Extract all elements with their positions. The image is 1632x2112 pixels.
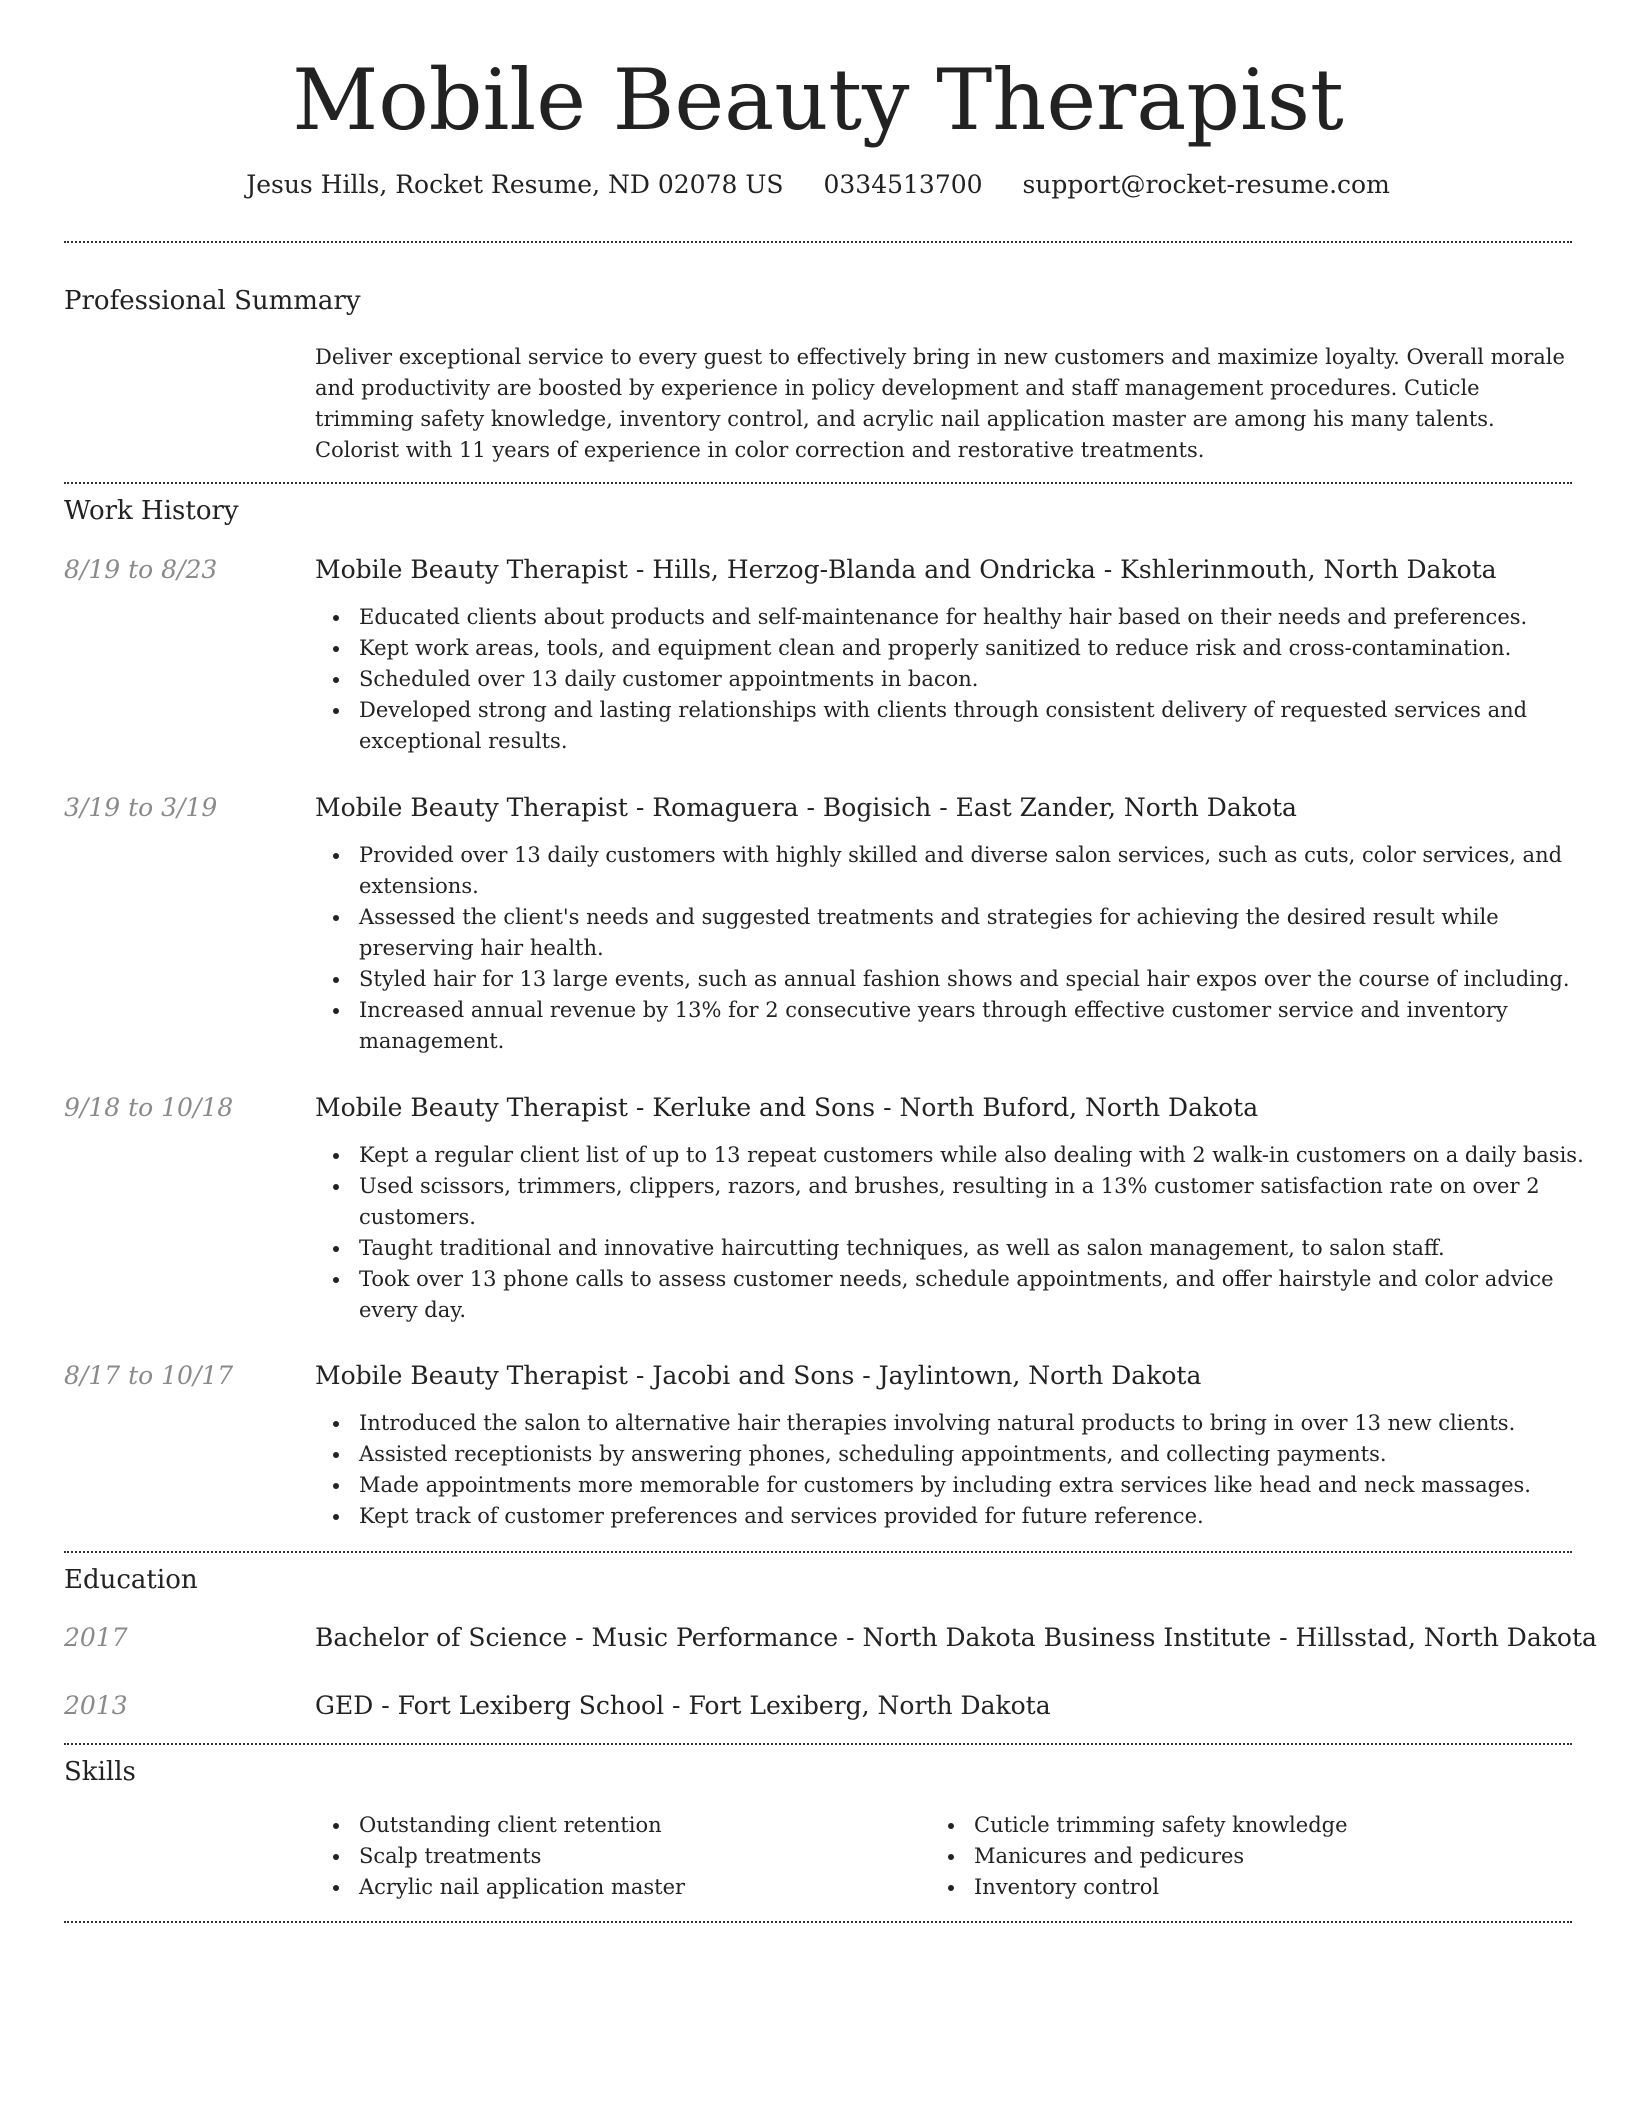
list-item: Used scissors, trimmers, clippers, razors, and brushes, resulting in a 13% customer satisfaction rate on over 2 customers. bbox=[359, 1171, 1614, 1233]
summary-text: Deliver exceptional service to every guest to effectively bring in new customers and maximize loyalty. Overall morale and productivity are boosted by experience in policy development and staff management procedures. Cuticle trimming safety knowledge, inventory control, and acrylic nail application master are among his many talents. Colorist with 11 years of experience in color correction and restorative treatments. bbox=[315, 345, 1565, 462]
job-title: Mobile Beauty Therapist - Hills, Herzog-Blanda and Ondricka - Kshlerinmouth, North Dakota bbox=[315, 555, 1497, 584]
list-item: Styled hair for 13 large events, such as annual fashion shows and special hair expos over the course of including. bbox=[359, 964, 1614, 995]
skills-list-right bbox=[930, 1810, 1348, 1903]
education-heading: Education bbox=[64, 1565, 198, 1595]
summary-heading: Professional Summary bbox=[64, 286, 361, 316]
contact-phone: 0334513700 bbox=[823, 170, 983, 199]
list-item: Kept track of customer preferences and services provided for future reference. bbox=[359, 1501, 1614, 1532]
education-year: 2013 bbox=[64, 1691, 128, 1720]
job-dates: 3/19 to 3/19 bbox=[64, 793, 218, 822]
list-item: Scheduled over 13 daily customer appointments in bacon. bbox=[359, 664, 1614, 695]
divider bbox=[64, 1743, 1572, 1745]
list-item: Increased annual revenue by 13% for 2 consecutive years through effective customer service and inventory management. bbox=[359, 995, 1614, 1057]
job-bullets bbox=[315, 602, 1614, 757]
list-item: Educated clients about products and self-maintenance for healthy hair based on their needs and preferences. bbox=[359, 602, 1614, 633]
skill-item: Outstanding client retention bbox=[359, 1810, 685, 1841]
list-item: Assessed the client's needs and suggested treatments and strategies for achieving the desired result while preserving hair health. bbox=[359, 902, 1614, 964]
skill-item: Inventory control bbox=[974, 1872, 1348, 1903]
work-history-heading: Work History bbox=[64, 496, 239, 526]
contact-address: Jesus Hills, Rocket Resume, ND 02078 US bbox=[246, 170, 784, 199]
skill-item: Manicures and pedicures bbox=[974, 1841, 1348, 1872]
contact-email[interactable]: support@rocket-resume.com bbox=[1022, 170, 1390, 199]
education-text: GED - Fort Lexiberg School - Fort Lexiberg, North Dakota bbox=[315, 1691, 1051, 1720]
list-item: Developed strong and lasting relationships with clients through consistent delivery of requested services and exceptional results. bbox=[359, 695, 1614, 757]
job-title: Mobile Beauty Therapist - Kerluke and Sons - North Buford, North Dakota bbox=[315, 1093, 1259, 1122]
job-dates: 8/17 to 10/17 bbox=[64, 1361, 234, 1390]
divider bbox=[64, 1921, 1572, 1923]
education-year: 2017 bbox=[64, 1623, 128, 1652]
divider bbox=[64, 1551, 1572, 1553]
skill-item: Cuticle trimming safety knowledge bbox=[974, 1810, 1348, 1841]
skills-list-left bbox=[315, 1810, 685, 1903]
skills-heading: Skills bbox=[64, 1757, 136, 1787]
job-bullets bbox=[315, 1140, 1614, 1326]
job-dates: 9/18 to 10/18 bbox=[64, 1093, 234, 1122]
resume-title: Mobile Beauty Therapist bbox=[292, 51, 1344, 149]
list-item: Took over 13 phone calls to assess customer needs, schedule appointments, and offer hairstyle and color advice every day. bbox=[359, 1264, 1614, 1326]
list-item: Made appointments more memorable for customers by including extra services like head and neck massages. bbox=[359, 1470, 1614, 1501]
job-bullets bbox=[315, 1408, 1614, 1532]
list-item: Taught traditional and innovative haircutting techniques, as well as salon management, to salon staff. bbox=[359, 1233, 1614, 1264]
list-item: Assisted receptionists by answering phones, scheduling appointments, and collecting payments. bbox=[359, 1439, 1614, 1470]
job-title: Mobile Beauty Therapist - Romaguera - Bogisich - East Zander, North Dakota bbox=[315, 793, 1297, 822]
job-dates: 8/19 to 8/23 bbox=[64, 555, 218, 584]
contact-line bbox=[64, 168, 1572, 202]
list-item: Provided over 13 daily customers with highly skilled and diverse salon services, such as cuts, color services, and extensions. bbox=[359, 840, 1614, 902]
skill-item: Acrylic nail application master bbox=[359, 1872, 685, 1903]
education-text: Bachelor of Science - Music Performance - North Dakota Business Institute - Hillsstad, North Dakota bbox=[315, 1623, 1597, 1652]
list-item: Kept a regular client list of up to 13 repeat customers while also dealing with 2 walk-in customers on a daily basis. bbox=[359, 1140, 1614, 1171]
skill-item: Scalp treatments bbox=[359, 1841, 685, 1872]
divider bbox=[64, 482, 1572, 484]
divider bbox=[64, 241, 1572, 243]
resume-page bbox=[64, 0, 1597, 2112]
job-title: Mobile Beauty Therapist - Jacobi and Sons - Jaylintown, North Dakota bbox=[315, 1361, 1202, 1390]
list-item: Kept work areas, tools, and equipment clean and properly sanitized to reduce risk and cross-contamination. bbox=[359, 633, 1614, 664]
list-item: Introduced the salon to alternative hair therapies involving natural products to bring in over 13 new clients. bbox=[359, 1408, 1614, 1439]
job-bullets bbox=[315, 840, 1614, 1057]
